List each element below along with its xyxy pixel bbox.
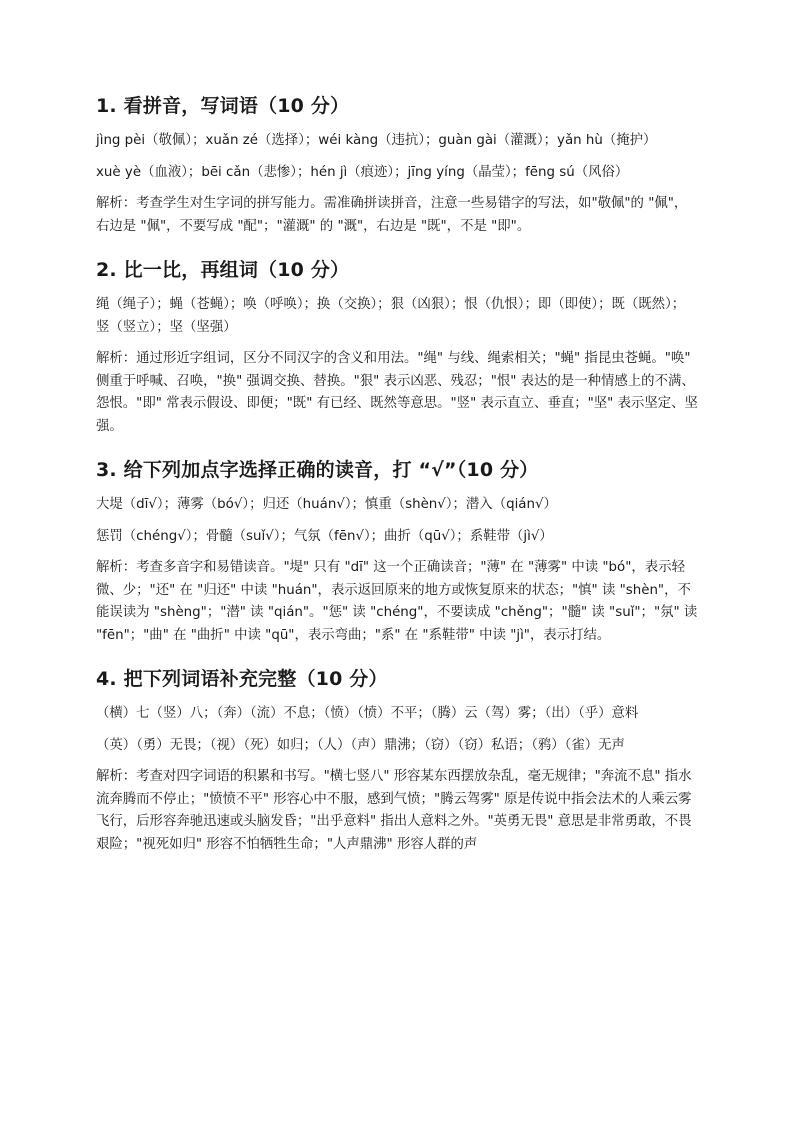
analysis-label: 解析 xyxy=(96,196,123,211)
analysis-text: ：考查多音字和易错读音。"堤" 只有 "dī" 这一个正确读音；"薄" 在 "薄雾" 中读 "bó"，表示轻微、少；"还" 在 "归还" 中读 "huán"，表示返回原来的地方或恢复原来的状态；"慎" 读 "shèn"，不能误读为 "shèng"；"潜" 读 "qián"。"惩" 读 "chéng"，不要读成 "chěng"；"髓" 读 "suǐ"；"氛" 读 "fēn"；"曲" 在 "曲折" 中读 "qū"，表示弯曲；"系" 在 "系鞋带" 中读 "jì"，表示打结。 xyxy=(96,560,698,643)
answer-line: （横）七（竖）八；（奔）（流）不息；（愤）（愤）不平；（腾）云（驾）雾；（出）（乎）意料 xyxy=(96,706,639,721)
answer-line: 惩罚（chéng√）；骨髓（suǐ√）；气氛（fēn√）；曲折（qū√）；系鞋带（jì√） xyxy=(96,528,553,544)
section-4 xyxy=(96,665,698,856)
analysis-label: 解析 xyxy=(96,560,123,575)
section-heading: 1. 看拼音，写词语（10 分） xyxy=(96,95,350,117)
analysis-paragraph xyxy=(96,766,698,856)
analysis-label: 解析 xyxy=(96,351,123,366)
analysis-text: ：通过形近字组词，区分不同汉字的含义和用法。"绳" 与线、绳索相关；"蝇" 指昆虫苍蝇。"唤" 侧重于呼喊、召唤，"换" 强调交换、替换。"狠" 表示凶恶、残忍；"恨" 表达的是一种情感上的不满、怨恨。"即" 常表示假设、即便；"既" 有已经、既然等意思。"竖" 表示直立、垂直；"坚" 表示坚定、坚强。 xyxy=(96,351,698,434)
section-heading: 2. 比一比，再组词（10 分） xyxy=(96,259,350,281)
answer-line: 绳（绳子）；蝇（苍蝇）；唤（呼唤）；换（交换）；狠（凶狠）；恨（仇恨）；即（即使）；既（既然）；竖（竖立）；坚（坚强） xyxy=(96,297,686,335)
section-heading: 4. 把下列词语补充完整（10 分） xyxy=(96,668,388,690)
analysis-paragraph xyxy=(96,557,698,647)
analysis-label: 解析 xyxy=(96,769,123,784)
analysis-text: ：考查学生对生字词的拼写能力。需准确拼读拼音，注意一些易错字的写法，如"敬佩"的 "佩"，右边是 "佩"，不要写成 "配"；"灌溉" 的 "溉"，右边是 "既"，不是 "即"。 xyxy=(96,196,688,234)
analysis-paragraph xyxy=(96,193,698,238)
answer-line: xuè yè（血液）；bēi cǎn（悲惨）；hén jì（痕迹）；jīng yíng（晶莹）；fēng sú（风俗） xyxy=(96,164,629,180)
analysis-paragraph xyxy=(96,348,698,438)
section-3 xyxy=(96,456,698,647)
answer-line: （英）（勇）无畏；（视）（死）如归；（人）（声）鼎沸；（窃）（窃）私语；（鸦）（雀）无声 xyxy=(96,737,625,753)
section-2 xyxy=(96,256,698,438)
section-1 xyxy=(96,92,698,238)
answer-line: 大堤（dī√）；薄雾（bó√）；归还（huán√）；慎重（shèn√）；潜入（qián√） xyxy=(96,497,557,512)
section-heading: 3. 给下列加点字选择正确的读音，打 “√”（10 分） xyxy=(96,459,539,481)
answer-line: jìng pèi（敬佩）；xuǎn zé（选择）；wéi kàng（违抗）；guàn gài（灌溉）；yǎn hù（掩护） xyxy=(96,133,657,148)
analysis-text: ：考查对四字词语的积累和书写。"横七竖八" 形容某东西摆放杂乱，毫无规律；"奔流不息" 指水流奔腾而不停止；"愤愤不平" 形容心中不服，感到气愤；"腾云驾雾" 原是传说中指会法术的人乘云雾飞行，后形容奔驰迅速或头脑发昏；"出乎意料" 指出人意料之外。"英勇无畏" 意思是非常勇敢，不畏艰险；"视死如归" 形容不怕牺牲生命；"人声鼎沸" 形容人群的声 xyxy=(96,769,692,852)
